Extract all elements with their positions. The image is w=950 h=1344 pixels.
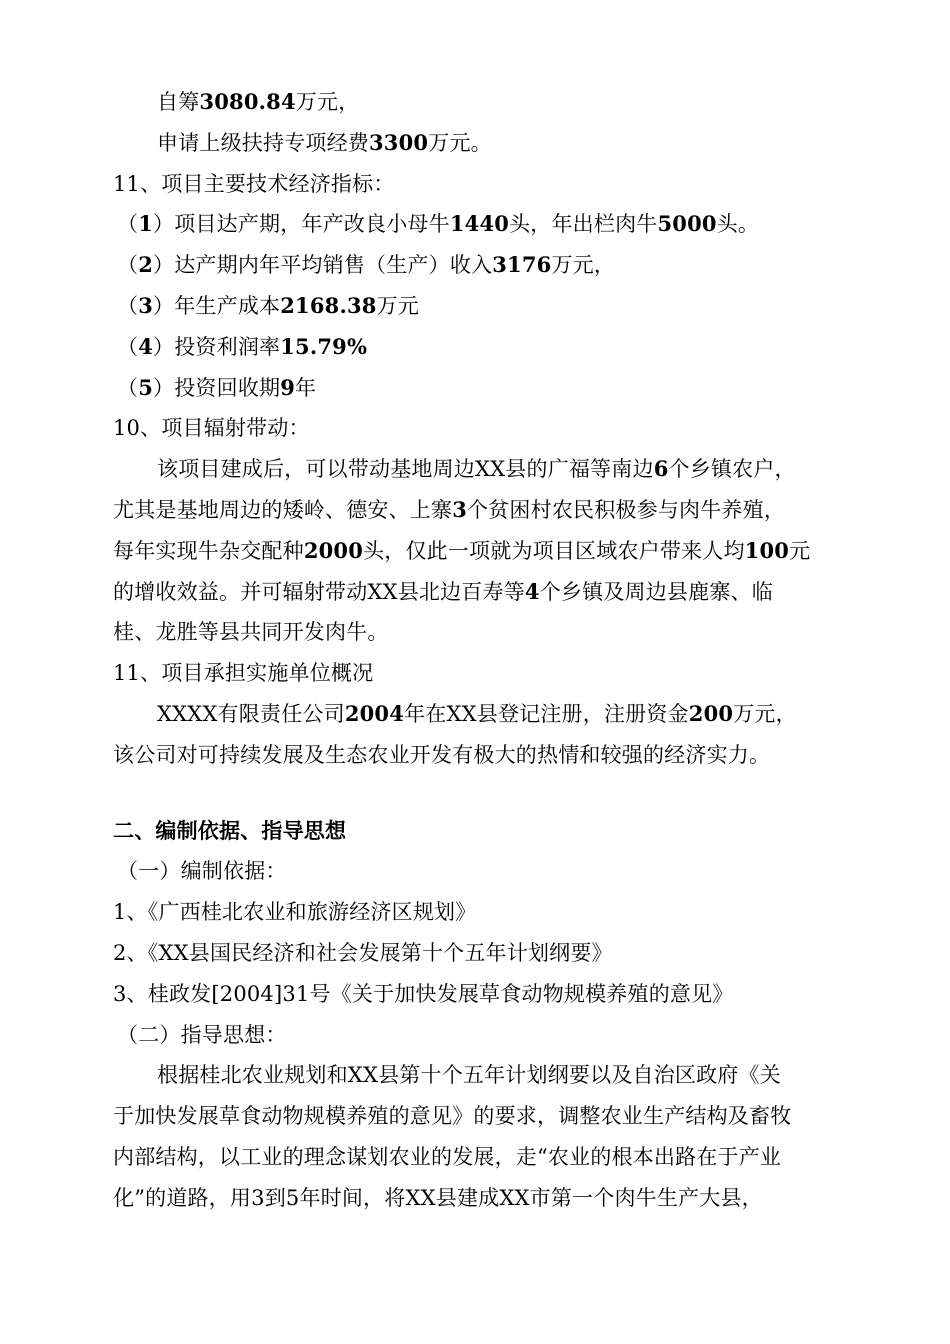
blank-gap [113, 776, 843, 811]
basis-item-3: 3、桂政发[2004]31号《关于加快发展草食动物规模养殖的意见》 [113, 981, 734, 1006]
paragraph-radiation-line-5: 桂、龙胜等县共同开发肉牛。 [113, 620, 389, 645]
section-11-company: 11、项目承担实施单位概况 [113, 661, 374, 686]
subsection-basis: （一）编制依据： [117, 859, 287, 884]
indicator-5: （5）投资回收期9年 [117, 374, 317, 400]
indicator-3: （3）年生产成本2168.38万元 [117, 292, 420, 318]
section-heading-basis: 二、编制依据、指导思想 [113, 817, 347, 843]
document-body [113, 82, 843, 1219]
paragraph-company-line-2: 该公司对可持续发展及生态农业开发有极大的热情和较强的经济实力。 [113, 742, 771, 767]
paragraph-radiation-line-4: 的增收效益。并可辐射带动XX县北边百寿等4个乡镇及周边县鹿寨、临 [113, 578, 773, 604]
paragraph-special-funding: 申请上级扶持专项经费3300万元。 [157, 129, 492, 155]
paragraph-radiation-line-1: 该项目建成后，可以带动基地周边XX县的广福等南边6个乡镇农户， [157, 456, 796, 482]
section-11-indicators: 11、项目主要技术经济指标： [113, 171, 395, 196]
basis-item-1: 1、《广西桂北农业和旅游经济区规划》 [113, 900, 477, 925]
basis-item-2: 2、《XX县国民经济和社会发展第十个五年计划纲要》 [113, 940, 613, 965]
paragraph-radiation-line-2: 尤其是基地周边的矮岭、德安、上寨3个贫困村农民积极参与肉牛养殖， [113, 496, 786, 522]
paragraph-guiding-line-1: 根据桂北农业规划和XX县第十个五年计划纲要以及自治区政府《关 [157, 1063, 781, 1088]
paragraph-radiation-line-3: 每年实现牛杂交配种2000头，仅此一项就为项目区域农户带来人均100元 [113, 537, 811, 563]
indicator-1: （1）项目达产期，年产改良小母牛1440头，年出栏肉牛5000头。 [117, 211, 760, 237]
indicator-2: （2）达产期内年平均销售（生产）收入3176万元， [117, 252, 616, 278]
paragraph-self-funding: 自筹3080.84万元， [157, 89, 360, 114]
paragraph-guiding-line-3: 内部结构，以工业的理念谋划农业的发展，走“农业的根本出路在于产业 [113, 1144, 782, 1169]
paragraph-company-line-1: XXXX有限责任公司2004年在XX县登记注册，注册资金200万元， [157, 700, 797, 726]
section-10-radiation: 10、项目辐射带动： [113, 416, 310, 441]
indicator-4: （4）投资利润率15.79% [117, 333, 368, 359]
paragraph-guiding-line-4: 化”的道路，用3到5年时间，将XX县建成XX市第一个肉牛生产大县， [113, 1185, 763, 1210]
subsection-guiding-ideology: （二）指导思想： [117, 1022, 287, 1047]
paragraph-guiding-line-2: 于加快发展草食动物规模养殖的意见》的要求，调整农业生产结构及畜牧 [113, 1104, 792, 1129]
